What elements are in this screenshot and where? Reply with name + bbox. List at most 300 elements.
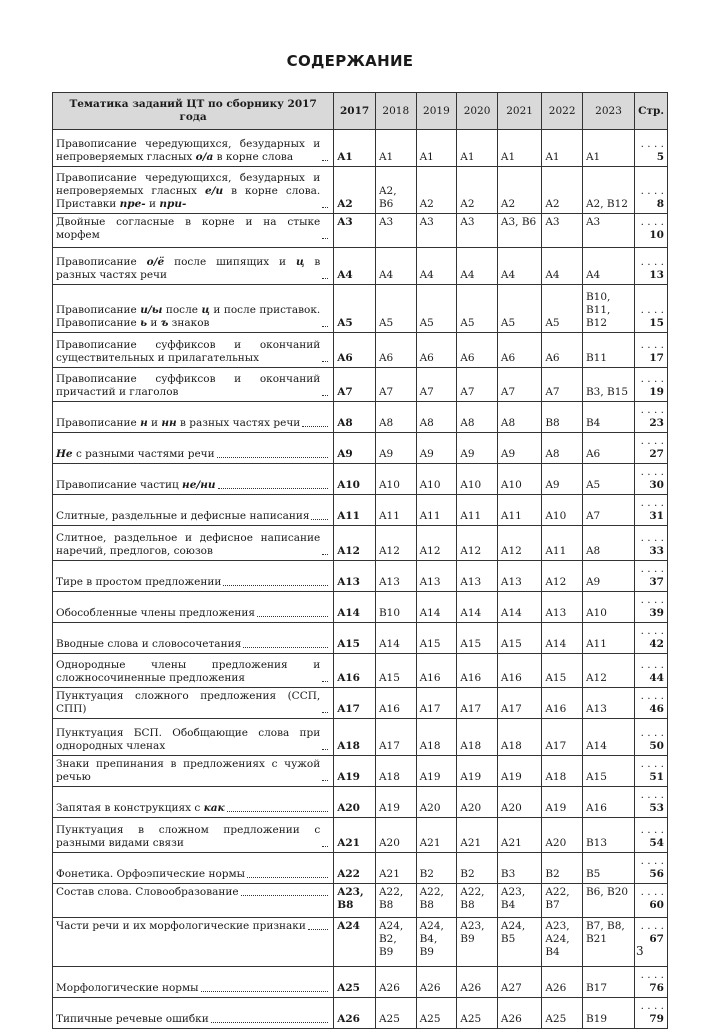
- code-cell-2023: B19: [582, 998, 634, 1029]
- code-cell-2021: A1: [497, 130, 541, 167]
- code-cell-2023: A10: [582, 592, 634, 623]
- code-cell-2018: A8: [375, 402, 416, 433]
- code-cell-2018: A25: [375, 998, 416, 1029]
- code-cell-2017: A3: [334, 214, 376, 248]
- code-cell-2017: A4: [334, 248, 376, 285]
- code-cell-2020: A8: [457, 402, 498, 433]
- code-cell-2020: A21: [457, 818, 498, 853]
- table-row: [53, 285, 668, 333]
- dot-leader: [241, 895, 329, 896]
- code-cell-2017: A18: [334, 719, 376, 756]
- table-row: [53, 688, 668, 719]
- table-row: [53, 402, 668, 433]
- code-cell-2018: A9: [375, 433, 416, 464]
- code-cell-2023: A5: [582, 464, 634, 495]
- code-cell-2023: B6, B20: [582, 884, 634, 918]
- topic-emphasis: пре-: [119, 198, 146, 210]
- page-ref: 31: [649, 510, 664, 522]
- code-cell-2017: A20: [334, 787, 376, 818]
- topic-text: с разными частями речи: [72, 448, 215, 460]
- page-cell: [635, 623, 668, 654]
- page-cell: [635, 464, 668, 495]
- code-cell-2017: A11: [334, 495, 376, 526]
- code-cell-2021: A11: [497, 495, 541, 526]
- code-cell-2022: A23, A24, B4: [542, 918, 583, 967]
- dot-leader: [322, 160, 328, 161]
- topic-cell: [53, 248, 334, 285]
- page-cell: [635, 853, 668, 884]
- dot-leader: . . . .: [640, 339, 664, 351]
- code-cell-2019: A16: [416, 654, 457, 688]
- dot-leader: [223, 585, 328, 586]
- code-cell-2023: A9: [582, 561, 634, 592]
- code-cell-2022: A20: [542, 818, 583, 853]
- code-cell-2022: B8: [542, 402, 583, 433]
- code-cell-2023: A11: [582, 623, 634, 654]
- topic-text: Правописание чередующихся, безударных и непроверяемых гласных: [56, 138, 321, 163]
- dot-leader: . . . .: [640, 216, 664, 228]
- header-page: Стр.: [635, 93, 668, 130]
- page-cell: [635, 214, 668, 248]
- code-cell-2017: A16: [334, 654, 376, 688]
- topic-cell: [53, 214, 334, 248]
- code-cell-2018: B10: [375, 592, 416, 623]
- code-cell-2019: A11: [416, 495, 457, 526]
- code-cell-2017: A22: [334, 853, 376, 884]
- code-cell-2020: A9: [457, 433, 498, 464]
- code-cell-2018: A20: [375, 818, 416, 853]
- code-cell-2019: A7: [416, 368, 457, 402]
- table-row: [53, 561, 668, 592]
- code-cell-2022: A8: [542, 433, 583, 464]
- page-title: СОДЕРЖАНИЕ: [286, 52, 414, 70]
- code-cell-2020: A13: [457, 561, 498, 592]
- table-row: [53, 884, 668, 918]
- dot-leader: [322, 395, 328, 396]
- topic-cell: [53, 433, 334, 464]
- code-cell-2022: A26: [542, 967, 583, 998]
- code-cell-2020: A14: [457, 592, 498, 623]
- code-cell-2019: B2: [416, 853, 457, 884]
- table-row: [53, 592, 668, 623]
- code-cell-2023: A16: [582, 787, 634, 818]
- page-ref: 51: [649, 771, 664, 783]
- code-cell-2019: A6: [416, 333, 457, 368]
- header-2022: 2022: [542, 93, 583, 130]
- page-ref: 37: [649, 576, 664, 588]
- page-ref: 13: [649, 269, 664, 281]
- header-topic: Тематика заданий ЦТ по сборнику 2017 года: [53, 93, 334, 130]
- code-cell-2022: A5: [542, 285, 583, 333]
- dot-leader: [308, 929, 328, 930]
- code-cell-2021: A6: [497, 333, 541, 368]
- page-cell: [635, 967, 668, 998]
- page-ref: 33: [649, 545, 664, 557]
- code-cell-2020: B2: [457, 853, 498, 884]
- topic-cell: [53, 688, 334, 719]
- code-cell-2022: A15: [542, 654, 583, 688]
- code-cell-2023: B7, B8, B21: [582, 918, 634, 967]
- code-cell-2018: A21: [375, 853, 416, 884]
- code-cell-2021: A18: [497, 719, 541, 756]
- page-ref: 50: [649, 740, 664, 752]
- code-cell-2018: A12: [375, 526, 416, 561]
- dot-leader: . . . .: [640, 824, 664, 836]
- code-cell-2018: A15: [375, 654, 416, 688]
- dot-leader: . . . .: [640, 727, 664, 739]
- topic-text: Типичные речевые ошибки: [56, 1013, 209, 1025]
- code-cell-2019: A13: [416, 561, 457, 592]
- table-row: [53, 918, 668, 967]
- page-cell: [635, 285, 668, 333]
- code-cell-2018: A14: [375, 623, 416, 654]
- dot-leader: . . . .: [640, 563, 664, 575]
- code-cell-2020: A23, B9: [457, 918, 498, 967]
- code-cell-2023: A15: [582, 756, 634, 787]
- table-row: [53, 818, 668, 853]
- page-number: 3: [636, 944, 644, 958]
- code-cell-2022: A18: [542, 756, 583, 787]
- code-cell-2019: A21: [416, 818, 457, 853]
- code-cell-2018: A5: [375, 285, 416, 333]
- topic-cell: [53, 333, 334, 368]
- topic-cell: [53, 787, 334, 818]
- code-cell-2017: A21: [334, 818, 376, 853]
- topic-cell: [53, 495, 334, 526]
- code-cell-2023: A4: [582, 248, 634, 285]
- code-cell-2021: A3, B6: [497, 214, 541, 248]
- dot-leader: [243, 647, 328, 648]
- table-row: [53, 719, 668, 756]
- code-cell-2022: A17: [542, 719, 583, 756]
- topic-text: в разных частях речи: [176, 417, 301, 429]
- topic-text: в корне слова: [213, 151, 294, 163]
- code-cell-2017: A25: [334, 967, 376, 998]
- code-cell-2021: A10: [497, 464, 541, 495]
- code-cell-2021: A26: [497, 998, 541, 1029]
- topic-text: Слитное, раздельное и дефисное написание наречий, предлогов, союзов: [56, 532, 321, 557]
- page-cell: [635, 248, 668, 285]
- page-ref: 44: [649, 672, 664, 684]
- page-cell: [635, 592, 668, 623]
- code-cell-2018: A22, B8: [375, 884, 416, 918]
- code-cell-2018: A13: [375, 561, 416, 592]
- table-header-row: [53, 93, 668, 130]
- page-cell: [635, 756, 668, 787]
- code-cell-2022: A1: [542, 130, 583, 167]
- topic-cell: [53, 918, 334, 967]
- code-cell-2017: A19: [334, 756, 376, 787]
- page-ref: 79: [649, 1013, 664, 1025]
- topic-cell: [53, 167, 334, 214]
- code-cell-2023: A7: [582, 495, 634, 526]
- code-cell-2022: A25: [542, 998, 583, 1029]
- code-cell-2022: A4: [542, 248, 583, 285]
- table-row: [53, 248, 668, 285]
- page-ref: 39: [649, 607, 664, 619]
- page-cell: [635, 719, 668, 756]
- topic-text: после: [162, 304, 202, 316]
- code-cell-2020: A3: [457, 214, 498, 248]
- topic-text: Правописание чередующихся, безударных и непроверяемых гласных: [56, 172, 321, 197]
- dot-leader: [322, 681, 328, 682]
- code-cell-2021: A13: [497, 561, 541, 592]
- code-cell-2020: A10: [457, 464, 498, 495]
- code-cell-2019: A15: [416, 623, 457, 654]
- code-cell-2019: A1: [416, 130, 457, 167]
- topic-text: в разных частях речи: [56, 256, 321, 281]
- code-cell-2018: A19: [375, 787, 416, 818]
- dot-leader: [302, 426, 328, 427]
- contents-table: [52, 92, 668, 1029]
- topic-cell: [53, 592, 334, 623]
- code-cell-2019: A22, B8: [416, 884, 457, 918]
- dot-leader: [201, 991, 329, 992]
- topic-emphasis: о/ё: [146, 256, 165, 268]
- dot-leader: . . . .: [640, 594, 664, 606]
- dot-leader: [257, 616, 328, 617]
- dot-leader: [322, 278, 328, 279]
- page-ref: 30: [649, 479, 664, 491]
- page-ref: 60: [649, 899, 664, 911]
- dot-leader: [218, 488, 329, 489]
- code-cell-2022: A6: [542, 333, 583, 368]
- topic-cell: [53, 623, 334, 654]
- topic-emphasis: ь: [140, 317, 147, 329]
- page-ref: 10: [649, 229, 664, 241]
- code-cell-2022: A19: [542, 787, 583, 818]
- topic-text: Знаки препинания в предложениях с чужой речью: [56, 758, 321, 783]
- dot-leader: [322, 207, 328, 208]
- code-cell-2019: A5: [416, 285, 457, 333]
- page-cell: [635, 688, 668, 719]
- page-cell: [635, 402, 668, 433]
- topic-text: Вводные слова и словосочетания: [56, 638, 242, 650]
- code-cell-2019: A18: [416, 719, 457, 756]
- code-cell-2020: A20: [457, 787, 498, 818]
- code-cell-2017: A1: [334, 130, 376, 167]
- page-ref: 67: [649, 933, 664, 945]
- table-row: [53, 495, 668, 526]
- code-cell-2021: A12: [497, 526, 541, 561]
- topic-cell: [53, 719, 334, 756]
- code-cell-2019: A3: [416, 214, 457, 248]
- dot-leader: [322, 712, 328, 713]
- topic-text: Фонетика. Орфоэпические нормы: [56, 868, 246, 880]
- dot-leader: . . . .: [640, 404, 664, 416]
- topic-emphasis: ц: [295, 256, 305, 268]
- topic-text: Состав слова. Словообразование: [56, 886, 239, 898]
- code-cell-2020: A2: [457, 167, 498, 214]
- page-ref: 54: [649, 837, 664, 849]
- header-2017: 2017: [334, 93, 376, 130]
- dot-leader: [322, 238, 328, 239]
- code-cell-2021: A21: [497, 818, 541, 853]
- topic-cell: [53, 285, 334, 333]
- topic-cell: [53, 654, 334, 688]
- dot-leader: . . . .: [640, 138, 664, 150]
- code-cell-2023: A1: [582, 130, 634, 167]
- dot-leader: [247, 877, 328, 878]
- topic-emphasis: при-: [159, 198, 187, 210]
- code-cell-2017: A10: [334, 464, 376, 495]
- code-cell-2020: A16: [457, 654, 498, 688]
- page-cell: [635, 526, 668, 561]
- code-cell-2020: A4: [457, 248, 498, 285]
- code-cell-2022: A22, B7: [542, 884, 583, 918]
- code-cell-2021: A23, B4: [497, 884, 541, 918]
- code-cell-2022: A12: [542, 561, 583, 592]
- page-ref: 19: [649, 386, 664, 398]
- code-cell-2018: A4: [375, 248, 416, 285]
- topic-cell: [53, 402, 334, 433]
- code-cell-2020: A11: [457, 495, 498, 526]
- page-cell: [635, 368, 668, 402]
- page-ref: 76: [649, 982, 664, 994]
- topic-text: Двойные согласные в корне и на стыке морфем: [56, 216, 321, 241]
- table-row: [53, 130, 668, 167]
- code-cell-2023: B17: [582, 967, 634, 998]
- code-cell-2022: A10: [542, 495, 583, 526]
- code-cell-2017: A2: [334, 167, 376, 214]
- code-cell-2022: A3: [542, 214, 583, 248]
- code-cell-2023: A8: [582, 526, 634, 561]
- table-row: [53, 787, 668, 818]
- code-cell-2020: A6: [457, 333, 498, 368]
- code-cell-2022: A7: [542, 368, 583, 402]
- page-cell: [635, 495, 668, 526]
- topic-text: Пунктуация сложного предложения (ССП, СПП): [56, 690, 321, 715]
- table-row: [53, 433, 668, 464]
- code-cell-2019: A25: [416, 998, 457, 1029]
- code-cell-2023: A14: [582, 719, 634, 756]
- code-cell-2021: A15: [497, 623, 541, 654]
- code-cell-2020: A26: [457, 967, 498, 998]
- code-cell-2021: A9: [497, 433, 541, 464]
- code-cell-2022: A2: [542, 167, 583, 214]
- code-cell-2017: A8: [334, 402, 376, 433]
- code-cell-2018: A18: [375, 756, 416, 787]
- code-cell-2022: A13: [542, 592, 583, 623]
- topic-text: Правописание: [56, 256, 147, 268]
- topic-text: и: [147, 317, 161, 329]
- code-cell-2018: A2, B6: [375, 167, 416, 214]
- topic-cell: [53, 853, 334, 884]
- page-ref: 8: [656, 198, 664, 210]
- page-ref: 15: [649, 317, 664, 329]
- table-row: [53, 756, 668, 787]
- dot-leader: . . . .: [640, 789, 664, 801]
- code-cell-2023: B4: [582, 402, 634, 433]
- dot-leader: [322, 846, 328, 847]
- code-cell-2023: A12: [582, 654, 634, 688]
- dot-leader: . . . .: [640, 659, 664, 671]
- code-cell-2017: A6: [334, 333, 376, 368]
- table-row: [53, 464, 668, 495]
- page-cell: [635, 884, 668, 918]
- topic-emphasis: как: [203, 802, 225, 814]
- code-cell-2017: A13: [334, 561, 376, 592]
- code-cell-2023: A2, B12: [582, 167, 634, 214]
- dot-leader: . . . .: [640, 373, 664, 385]
- code-cell-2020: A19: [457, 756, 498, 787]
- topic-cell: [53, 967, 334, 998]
- table-row: [53, 526, 668, 561]
- topic-cell: [53, 464, 334, 495]
- code-cell-2021: A5: [497, 285, 541, 333]
- topic-text: в корне слова. Приставки: [56, 185, 321, 210]
- header-2021: 2021: [497, 93, 541, 130]
- topic-text: Правописание: [56, 304, 141, 316]
- page-cell: [635, 918, 668, 967]
- header-2019: 2019: [416, 93, 457, 130]
- code-cell-2018: A10: [375, 464, 416, 495]
- dot-leader: [322, 326, 328, 327]
- code-cell-2018: A3: [375, 214, 416, 248]
- table-row: [53, 214, 668, 248]
- code-cell-2017: A17: [334, 688, 376, 719]
- page-cell: [635, 167, 668, 214]
- topic-emphasis: о/а: [195, 151, 214, 163]
- topic-text: Обособленные члены предложения: [56, 607, 255, 619]
- code-cell-2019: A8: [416, 402, 457, 433]
- code-cell-2020: A15: [457, 623, 498, 654]
- code-cell-2021: A20: [497, 787, 541, 818]
- code-cell-2017: A14: [334, 592, 376, 623]
- topic-text: Правописание суффиксов и окончаний причастий и глаголов: [56, 373, 321, 398]
- table-row: [53, 333, 668, 368]
- dot-leader: [211, 1022, 329, 1023]
- topic-emphasis: не/ни: [182, 479, 216, 491]
- topic-text: после шипящих и: [164, 256, 296, 268]
- page-ref: 5: [656, 151, 664, 163]
- topic-text: Слитные, раздельные и дефисные написания: [56, 510, 310, 522]
- code-cell-2023: B3, B15: [582, 368, 634, 402]
- code-cell-2022: B2: [542, 853, 583, 884]
- code-cell-2021: B3: [497, 853, 541, 884]
- topic-text: Пунктуация БСП. Обобщающие слова при однородных членах: [56, 727, 321, 752]
- code-cell-2023: B5: [582, 853, 634, 884]
- code-cell-2019: A9: [416, 433, 457, 464]
- topic-text: Пунктуация в сложном предложении с разными видами связи: [56, 824, 321, 849]
- dot-leader: [322, 361, 328, 362]
- code-cell-2021: A16: [497, 654, 541, 688]
- dot-leader: [322, 749, 328, 750]
- code-cell-2018: A7: [375, 368, 416, 402]
- topic-text: Части речи и их морфологические признаки: [56, 920, 306, 932]
- page-ref: 53: [649, 802, 664, 814]
- page-cell: [635, 561, 668, 592]
- code-cell-2019: A17: [416, 688, 457, 719]
- dot-leader: . . . .: [640, 256, 664, 268]
- dot-leader: . . . .: [640, 532, 664, 544]
- code-cell-2019: A26: [416, 967, 457, 998]
- page-ref: 42: [649, 638, 664, 650]
- code-cell-2021: A7: [497, 368, 541, 402]
- topic-cell: [53, 368, 334, 402]
- page-cell: [635, 433, 668, 464]
- code-cell-2019: A4: [416, 248, 457, 285]
- code-cell-2018: A17: [375, 719, 416, 756]
- topic-emphasis: е/и: [204, 185, 224, 197]
- topic-cell: [53, 884, 334, 918]
- table-row: [53, 623, 668, 654]
- table-row: [53, 853, 668, 884]
- dot-leader: [217, 457, 329, 458]
- topic-emphasis: Не: [56, 448, 73, 460]
- code-cell-2022: A14: [542, 623, 583, 654]
- topic-text: Правописание: [56, 417, 141, 429]
